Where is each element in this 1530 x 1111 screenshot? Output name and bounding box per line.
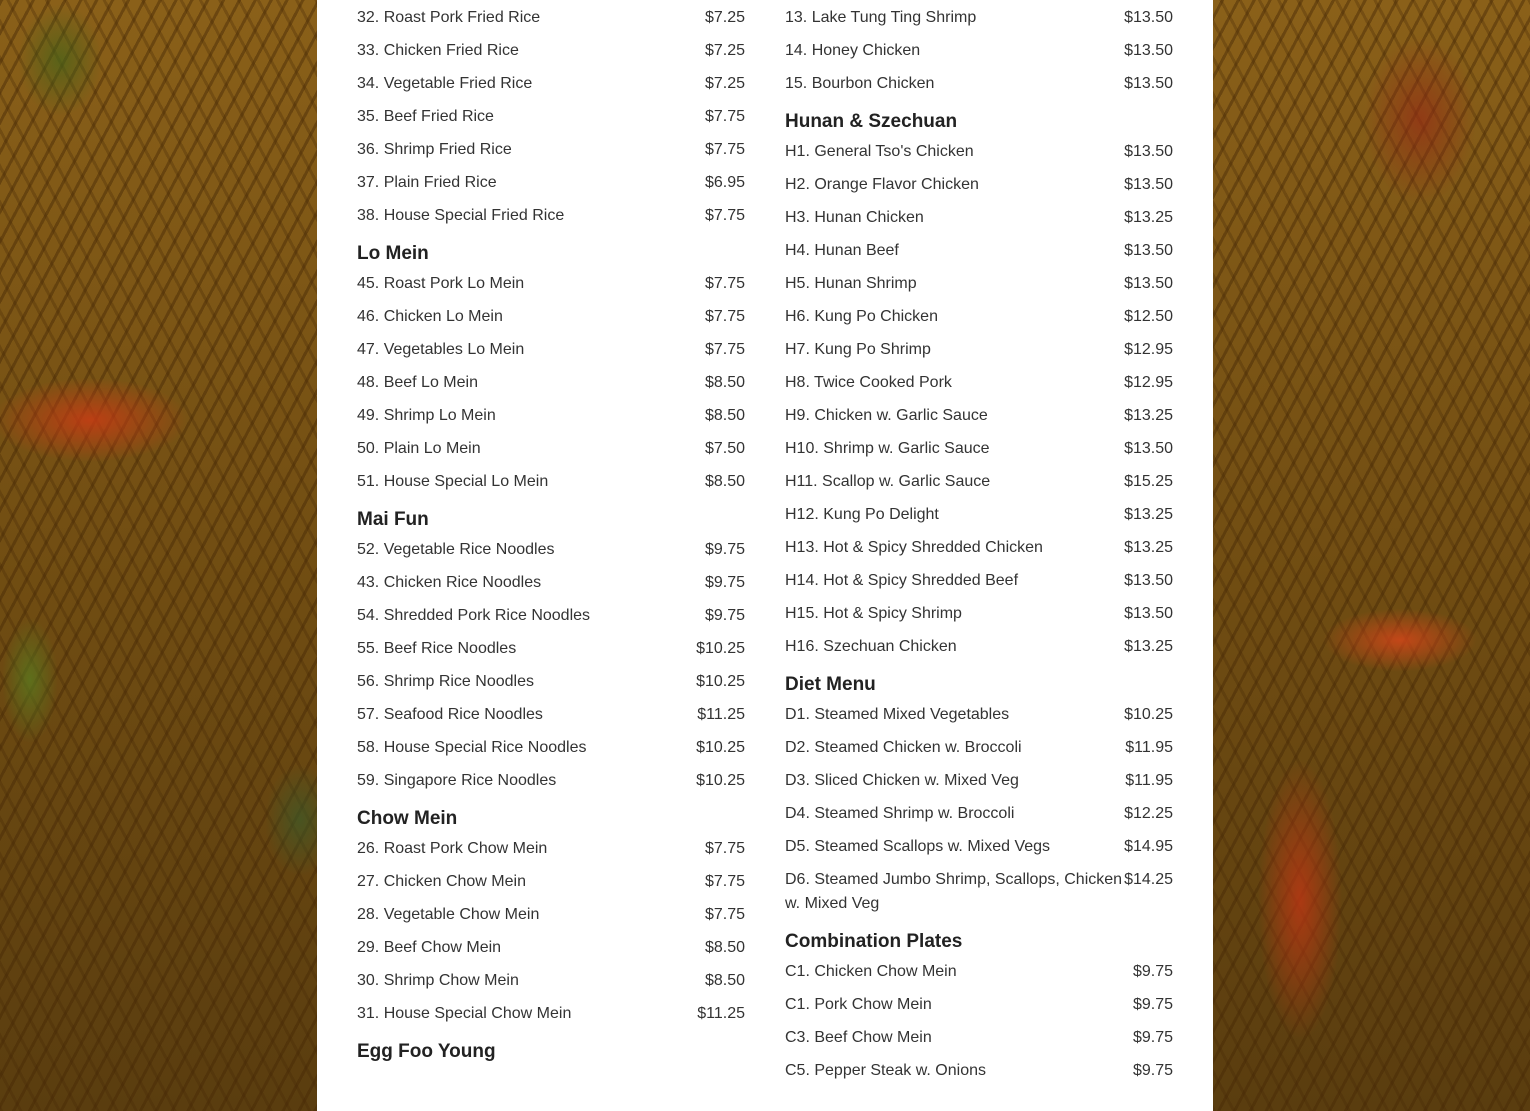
section-heading: Diet Menu [785, 674, 876, 695]
menu-item-price: $12.95 [1124, 374, 1173, 391]
menu-item-name: H14. Hot & Spicy Shredded Beef [785, 572, 1019, 589]
section-heading: Combination Plates [785, 931, 963, 952]
menu-item-row [785, 39, 1173, 63]
menu-item-name: 28. Vegetable Chow Mein [357, 906, 540, 923]
menu-item-price: $9.75 [1132, 996, 1173, 1013]
menu-item-row [357, 670, 745, 694]
menu-item-price: $8.50 [704, 407, 745, 424]
menu-item-name: 59. Singapore Rice Noodles [357, 772, 557, 789]
menu-item-price: $13.25 [1124, 407, 1173, 424]
menu-item-name: 29. Beef Chow Mein [357, 939, 502, 956]
menu-item-price: $9.75 [1132, 963, 1173, 980]
menu-item-name: 14. Honey Chicken [785, 42, 921, 59]
menu-item-price: $9.75 [1132, 1029, 1173, 1046]
menu-item-row [357, 604, 745, 628]
menu-item-price: $14.95 [1124, 838, 1173, 855]
menu-item-name: 58. House Special Rice Noodles [357, 739, 587, 756]
menu-item-row [357, 437, 745, 461]
menu-item-price: $12.95 [1124, 341, 1173, 358]
menu-item-row [785, 1059, 1173, 1083]
menu-item-name: 55. Beef Rice Noodles [357, 640, 517, 657]
menu-item-name: 13. Lake Tung Ting Shrimp [785, 9, 977, 26]
menu-item-name: D3. Sliced Chicken w. Mixed Veg [785, 772, 1019, 789]
menu-item-name: 32. Roast Pork Fried Rice [357, 9, 541, 26]
menu-item-row [357, 371, 745, 395]
menu-item-row [357, 72, 745, 96]
menu-item-row [357, 171, 745, 195]
menu-item-name: H6. Kung Po Chicken [785, 308, 938, 325]
section-heading: Lo Mein [357, 243, 429, 264]
menu-item-price: $13.50 [1124, 176, 1173, 193]
menu-item-price: $7.25 [704, 75, 745, 92]
menu-section-combination-plates [785, 930, 1173, 1083]
menu-item-price: $13.50 [1124, 75, 1173, 92]
menu-item-name: C5. Pepper Steak w. Onions [785, 1062, 986, 1079]
menu-item-name: D6. Steamed Jumbo Shrimp, Scallops, Chicken w. Mixed Veg [785, 871, 1123, 912]
menu-item-name: 34. Vegetable Fried Rice [357, 75, 533, 92]
menu-item-price: $11.25 [697, 706, 745, 723]
menu-item-price: $13.50 [1124, 275, 1173, 292]
menu-item-row [785, 960, 1173, 984]
menu-item-row [785, 437, 1173, 461]
menu-item-price: $7.75 [704, 275, 745, 292]
menu-item-row [357, 404, 745, 428]
menu-item-name: 50. Plain Lo Mein [357, 440, 481, 457]
menu-item-name: H13. Hot & Spicy Shredded Chicken [785, 539, 1043, 556]
menu-item-row [357, 769, 745, 793]
menu-item-price: $13.50 [1124, 42, 1173, 59]
menu-item-row [785, 6, 1173, 30]
menu-item-row [357, 870, 745, 894]
menu-section-egg-foo-young [357, 1040, 745, 1064]
menu-item-row [785, 173, 1173, 197]
menu-item-name: 51. House Special Lo Mein [357, 473, 549, 490]
menu-item-price: $7.25 [704, 9, 745, 26]
menu-item-name: D2. Steamed Chicken w. Broccoli [785, 739, 1022, 756]
menu-item-name: 31. House Special Chow Mein [357, 1005, 572, 1022]
menu-section-continued [357, 6, 745, 228]
menu-item-name: C1. Pork Chow Mein [785, 996, 932, 1013]
menu-item-name: H1. General Tso's Chicken [785, 143, 974, 160]
menu-item-row [785, 736, 1173, 760]
menu-item-name: 15. Bourbon Chicken [785, 75, 935, 92]
section-heading: Chow Mein [357, 808, 458, 829]
menu-item-row [785, 635, 1173, 659]
menu-section-hunan-and-szechuan [785, 110, 1173, 659]
menu-item-price: $7.75 [704, 308, 745, 325]
menu-item-name: 36. Shrimp Fried Rice [357, 141, 512, 158]
menu-item-name: H4. Hunan Beef [785, 242, 899, 259]
menu-item-price: $12.25 [1124, 805, 1173, 822]
menu-item-name: H5. Hunan Shrimp [785, 275, 917, 292]
menu-item-row [357, 571, 745, 595]
menu-item-row [357, 138, 745, 162]
menu-item-row [357, 272, 745, 296]
menu-panel [317, 0, 1213, 1111]
menu-item-name: 46. Chicken Lo Mein [357, 308, 503, 325]
menu-item-name: 30. Shrimp Chow Mein [357, 972, 519, 989]
menu-item-name: 37. Plain Fried Rice [357, 174, 497, 191]
menu-item-price: $10.25 [1124, 706, 1173, 723]
menu-item-name: C1. Chicken Chow Mein [785, 963, 957, 980]
menu-item-name: H7. Kung Po Shrimp [785, 341, 931, 358]
section-heading: Egg Foo Young [357, 1041, 496, 1062]
section-heading: Mai Fun [357, 509, 429, 530]
menu-item-name: 45. Roast Pork Lo Mein [357, 275, 525, 292]
menu-item-row [357, 39, 745, 63]
menu-item-price: $10.25 [696, 739, 745, 756]
menu-item-row [785, 835, 1173, 859]
menu-item-price: $9.75 [704, 541, 745, 558]
menu-item-row [357, 637, 745, 661]
menu-item-row [357, 305, 745, 329]
menu-item-name: 27. Chicken Chow Mein [357, 873, 526, 890]
menu-item-price: $13.50 [1124, 605, 1173, 622]
menu-section-mai-fun [357, 508, 745, 793]
menu-item-row [785, 569, 1173, 593]
menu-item-price: $14.25 [1124, 871, 1173, 888]
menu-item-row [785, 536, 1173, 560]
menu-item-price: $7.25 [704, 42, 745, 59]
menu-item-price: $7.75 [704, 873, 745, 890]
menu-item-price: $9.75 [704, 574, 745, 591]
menu-item-row [357, 338, 745, 362]
menu-column-left [357, 6, 745, 1078]
menu-item-price: $10.25 [696, 640, 745, 657]
menu-item-name: H2. Orange Flavor Chicken [785, 176, 979, 193]
menu-item-price: $13.50 [1124, 440, 1173, 457]
menu-item-row [785, 305, 1173, 329]
menu-item-row [357, 470, 745, 494]
menu-item-price: $13.50 [1124, 143, 1173, 160]
menu-item-row [785, 371, 1173, 395]
menu-item-name: 56. Shrimp Rice Noodles [357, 673, 534, 690]
menu-item-row [785, 1026, 1173, 1050]
menu-item-price: $13.50 [1124, 9, 1173, 26]
menu-item-price: $7.75 [704, 906, 745, 923]
menu-item-price: $9.75 [1132, 1062, 1173, 1079]
menu-item-name: H16. Szechuan Chicken [785, 638, 957, 655]
menu-item-name: 38. House Special Fried Rice [357, 207, 565, 224]
menu-item-price: $6.95 [704, 174, 745, 191]
menu-item-row [357, 1002, 745, 1026]
menu-item-price: $11.25 [697, 1005, 745, 1022]
menu-item-row [785, 272, 1173, 296]
menu-item-row [785, 338, 1173, 362]
menu-item-name: H15. Hot & Spicy Shrimp [785, 605, 962, 622]
menu-item-row [785, 802, 1173, 826]
menu-item-row [357, 837, 745, 861]
menu-item-name: 54. Shredded Pork Rice Noodles [357, 607, 591, 624]
menu-item-price: $7.75 [704, 108, 745, 125]
menu-item-name: 52. Vegetable Rice Noodles [357, 541, 555, 558]
menu-item-name: 33. Chicken Fried Rice [357, 42, 519, 59]
menu-item-row [357, 969, 745, 993]
menu-item-name: D1. Steamed Mixed Vegetables [785, 706, 1010, 723]
menu-item-row [785, 503, 1173, 527]
menu-item-name: 48. Beef Lo Mein [357, 374, 478, 391]
menu-item-price: $8.50 [704, 374, 745, 391]
menu-item-row [785, 206, 1173, 230]
menu-section-diet-menu [785, 673, 1173, 916]
menu-item-price: $13.50 [1124, 242, 1173, 259]
menu-item-row [785, 72, 1173, 96]
menu-item-price: $13.25 [1124, 638, 1173, 655]
menu-item-price: $7.75 [704, 207, 745, 224]
menu-section-chow-mein [357, 807, 745, 1026]
menu-item-price: $13.25 [1124, 506, 1173, 523]
menu-item-row [357, 736, 745, 760]
menu-item-name: H9. Chicken w. Garlic Sauce [785, 407, 988, 424]
menu-item-price: $13.25 [1124, 209, 1173, 226]
menu-item-row [785, 868, 1173, 916]
menu-item-row [785, 602, 1173, 626]
menu-item-price: $11.95 [1125, 739, 1173, 756]
menu-item-name: C3. Beef Chow Mein [785, 1029, 932, 1046]
menu-item-price: $13.50 [1124, 572, 1173, 589]
menu-item-row [785, 993, 1173, 1017]
menu-item-price: $7.75 [704, 840, 745, 857]
menu-item-name: 57. Seafood Rice Noodles [357, 706, 543, 723]
menu-item-name: D4. Steamed Shrimp w. Broccoli [785, 805, 1015, 822]
menu-item-row [357, 936, 745, 960]
menu-section-lo-mein [357, 242, 745, 494]
menu-item-name: 49. Shrimp Lo Mein [357, 407, 496, 424]
section-heading: Hunan & Szechuan [785, 111, 958, 132]
menu-section-continued [785, 6, 1173, 96]
menu-item-row [357, 204, 745, 228]
menu-item-price: $10.25 [696, 772, 745, 789]
menu-item-price: $11.95 [1125, 772, 1173, 789]
menu-item-price: $9.75 [704, 607, 745, 624]
menu-column-right [785, 6, 1173, 1097]
menu-item-row [357, 6, 745, 30]
menu-item-price: $7.50 [704, 440, 745, 457]
menu-item-price: $7.75 [704, 341, 745, 358]
menu-item-name: 35. Beef Fried Rice [357, 108, 494, 125]
menu-item-row [357, 703, 745, 727]
menu-item-price: $8.50 [704, 972, 745, 989]
menu-item-row [785, 703, 1173, 727]
menu-item-row [357, 538, 745, 562]
menu-item-price: $13.25 [1124, 539, 1173, 556]
menu-item-name: H10. Shrimp w. Garlic Sauce [785, 440, 990, 457]
menu-item-row [785, 140, 1173, 164]
menu-item-row [357, 105, 745, 129]
menu-item-name: H3. Hunan Chicken [785, 209, 924, 226]
menu-item-row [785, 239, 1173, 263]
menu-item-name: 43. Chicken Rice Noodles [357, 574, 542, 591]
menu-item-row [785, 470, 1173, 494]
menu-item-row [357, 903, 745, 927]
menu-item-price: $10.25 [696, 673, 745, 690]
menu-item-price: $15.25 [1124, 473, 1173, 490]
menu-item-name: 26. Roast Pork Chow Mein [357, 840, 548, 857]
menu-item-price: $8.50 [704, 939, 745, 956]
menu-item-name: H12. Kung Po Delight [785, 506, 939, 523]
menu-item-row [785, 769, 1173, 793]
menu-item-name: 47. Vegetables Lo Mein [357, 341, 525, 358]
menu-item-price: $7.75 [704, 141, 745, 158]
menu-item-row [785, 404, 1173, 428]
menu-item-name: D5. Steamed Scallops w. Mixed Vegs [785, 838, 1051, 855]
menu-item-price: $8.50 [704, 473, 745, 490]
menu-item-name: H8. Twice Cooked Pork [785, 374, 952, 391]
menu-item-name: H11. Scallop w. Garlic Sauce [785, 473, 991, 490]
menu-item-price: $12.50 [1124, 308, 1173, 325]
